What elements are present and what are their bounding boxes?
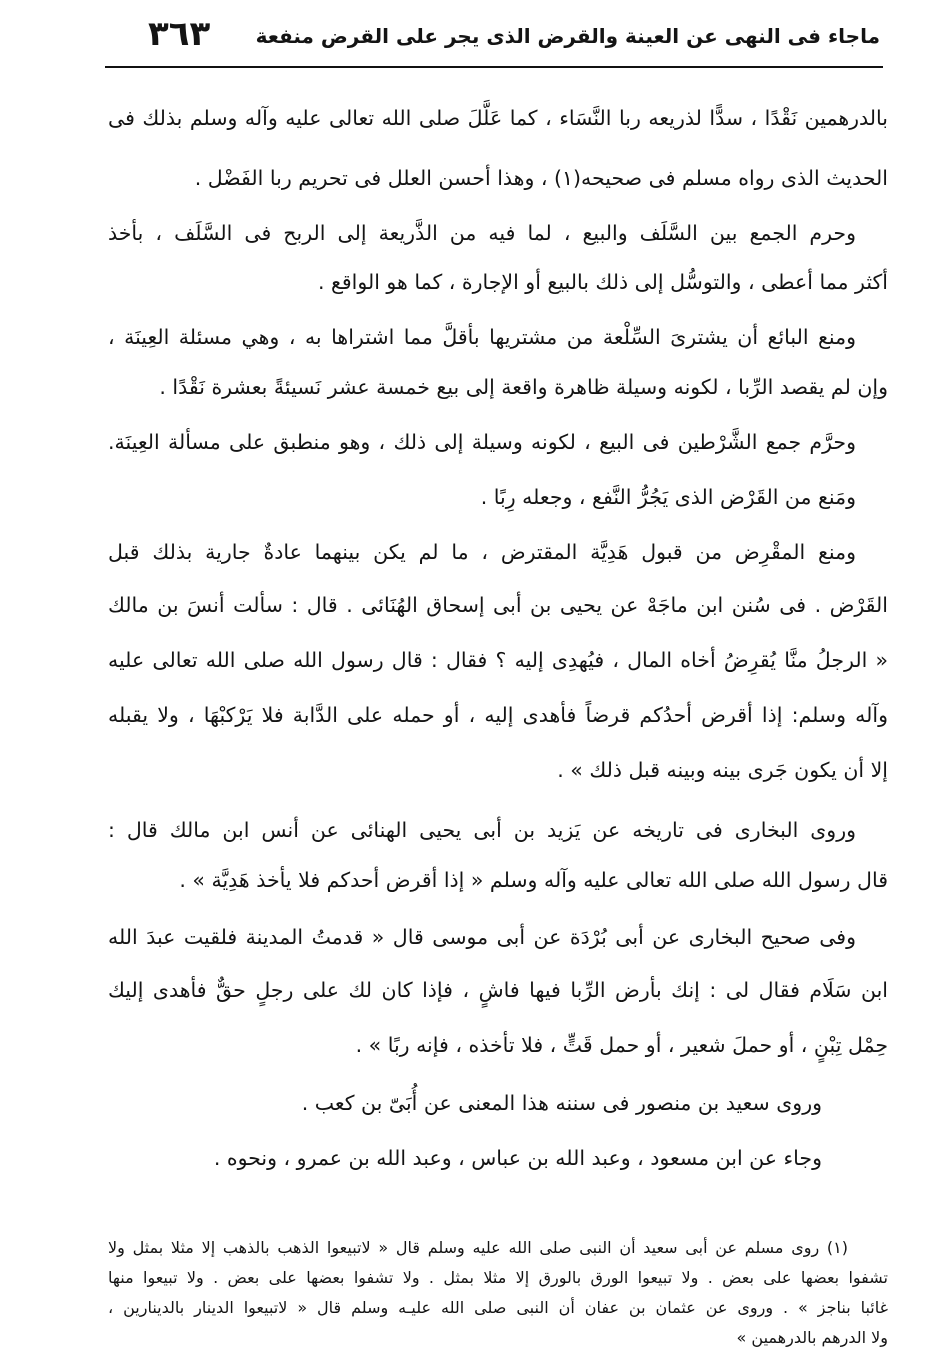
footnote-line: غائبا بناجز » . وروى عن عثمان بن عفان أن النبى صلى الله عليـه وسلم قال « لاتبيعوا الدينار بالدينارين ، [108,1298,888,1317]
body-line: قال رسول الله صلى الله تعالى عليه وآله وسلم « إذا أقرض أحدكم فلا يأخذ هَدِيَّة » . [179,868,888,892]
body-line: أكثر مما أعطى ، والتوسُّل إلى ذلك بالبيع أو الإجارة ، كما هو الواقع . [317,270,888,294]
page-number: ٣٦٣ [148,14,211,54]
body-line: وجاء عن ابن مسعود ، وعبد الله بن عباس ، وعبد الله بن عمرو ، ونحوه . [213,1146,822,1170]
body-line: وروى سعيد بن منصور فى سننه هذا المعنى عن أُبَىّ بن كعب . [301,1091,822,1115]
body-line: وحرَّم جمع الشَّرْطين فى البيع ، لكونه وسيلة إلى ذلك ، وهو منطبق على مسألة العِينَة. [108,430,856,454]
text-column [108,0,888,1371]
body-line: وإن لم يقصد الرِّبا ، لكونه وسيلة ظاهرة واقعة إلى بيع خمسة عشر نَسيئةً بعشرة نَقْدًا . [159,375,888,399]
body-line: وحرم الجمع بين السَّلَف والبيع ، لما فيه من الذَّريعة إلى الربح فى السَّلَف ، بأخذ [108,221,856,245]
body-line: ابن سَلَام فقال لى : إنك بأرض الرِّبا فيها فاشٍ ، فإذا كان لك على رجلٍ حقٌّ فأهدى إليك [108,978,888,1002]
body-line: حِمْل تِبْنٍ ، أو حملَ شعير ، أو حمل قَتٍّ ، فلا تأخذه ، فإنه ربًا » . [355,1033,888,1057]
footnote-line: تشفوا بعضها على بعض . ولا تبيعوا الورق بالورق إلا مثلا بمثل . ولا تشفوا بعضها على بعض . ولا تبيعوا منها [108,1268,888,1287]
body-line: ومنع البائع أن يشترىَ السِّلْعة من مشتريها بأقلَّ مما اشتراها به ، وهي مسئلة العِينَة ، [108,325,856,349]
body-line: بالدرهمين نَقْدًا ، سدًّا لذريعه ربا النَّسَاء ، كما عَلَّلَ صلى الله تعالى عليه وآله وسلم بذلك فى [108,106,888,130]
footnote-line: ولا الدرهم بالدرهمين » [736,1328,888,1347]
body-line: وآله وسلم: إذا أقرض أحدُكم قرضاً فأهدى إليه ، أو حمله على الدَّابة فلا يَرْكبْهَا ، ولا يقبله [108,703,888,727]
body-line: « الرجلُ منَّا يُقرِضُ أخاه المال ، فيُهدِى إليه ؟ فقال : قال رسول الله صلى الله تعالى عليه [108,648,888,672]
body-line: القَرْض . فى سُنن ابن ماجَهْ عن يحيى بن أبى إسحاق الهُنَائى . قال : سألت أنسَ بن مالك [108,593,888,617]
body-line: إلا أن يكون جَرى بينه وبينه قبل ذلك » . [557,758,888,782]
body-line: وروى البخارى فى تاريخه عن يَزيد بن أبى يحيى الهنائى عن أنس ابن مالك قال : [108,818,856,842]
body-line: ومنع المقْرِض من قبول هَدِيَّة المقترض ، ما لم يكن بينهما عادةٌ جارية بذلك قبل [108,540,856,564]
body-line: ومَنع من القَرْض الذى يَجُرُّ النَّفع ، وجعله رِبًا . [480,485,856,509]
body-line: وفى صحيح البخارى عن أبى بُرْدَة عن أبى موسى قال « قدمتُ المدينة فلقيت عبدَ الله [108,925,856,949]
body-line: الحديث الذى رواه مسلم فى صحيحه(١) ، وهذا أحسن العلل فى تحريم ربا الفَضْل . [194,166,888,190]
footnote-line: (١) روى مسلم عن أبى سعيد أن النبى صلى الله عليه وسلم قال « لاتبيعوا الذهب بالذهب إلا مثلا بمثل ولا [108,1238,848,1257]
running-header-title: ماجاء فى النهى عن العينة والقرض الذى يجر على القرض منفعة [255,24,880,48]
